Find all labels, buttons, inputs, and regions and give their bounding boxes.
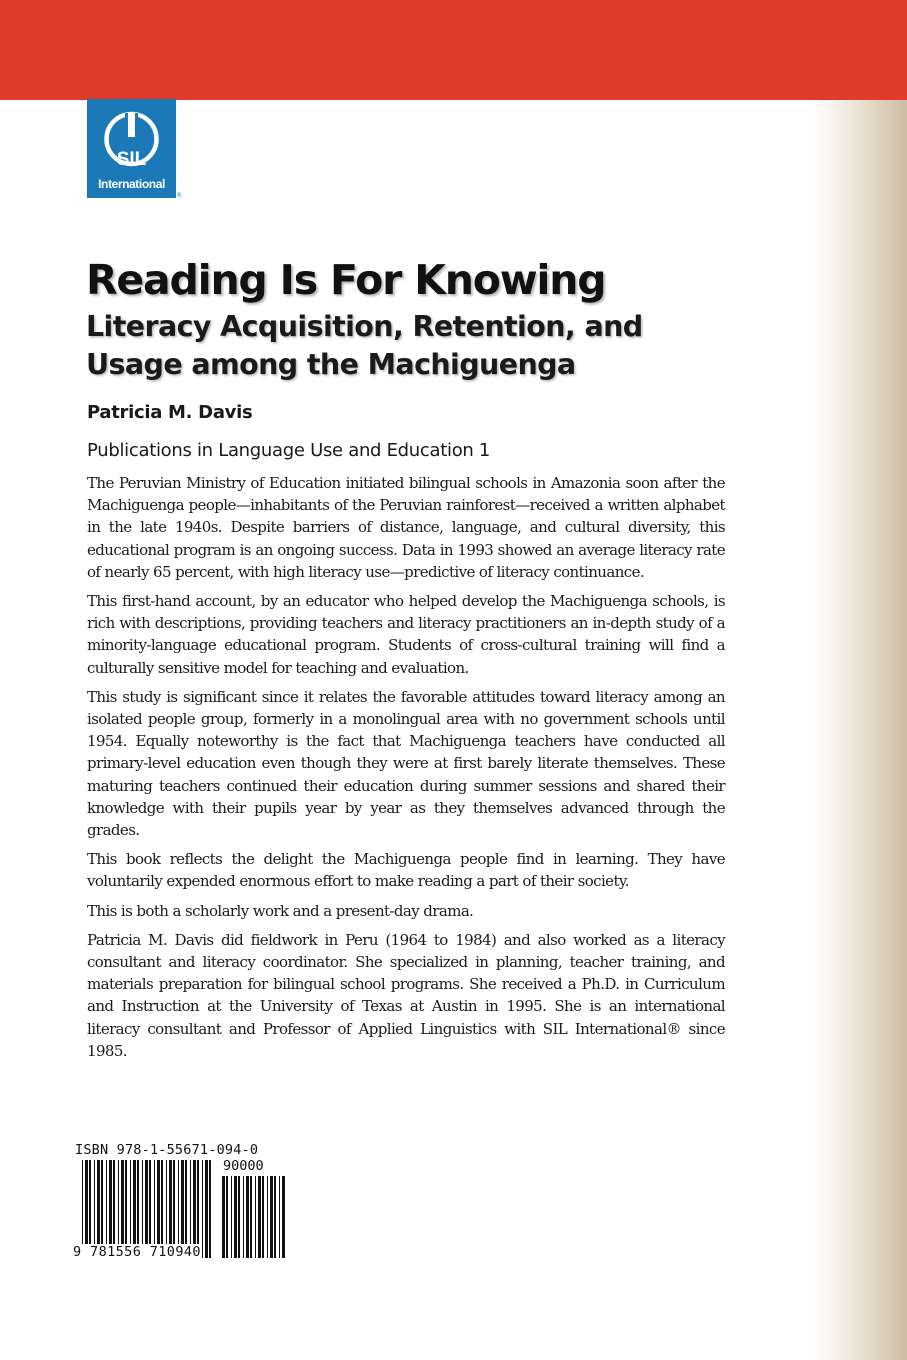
barcode-bar [274, 1176, 276, 1258]
barcode-bar [250, 1176, 252, 1258]
sil-logo [87, 99, 176, 198]
barcode-bar [234, 1176, 237, 1258]
blurb-paragraph: This book reflects the delight the Machiguenga people find in learning. They have voluntarily expended enormous effort to make reading a part of their society. [87, 850, 725, 891]
barcode-bar [262, 1176, 264, 1258]
sil-logo-letters: SIL [116, 149, 147, 170]
blurb-paragraph: This is both a scholarly work and a present-day drama. [87, 901, 474, 920]
barcode-bar [282, 1176, 285, 1258]
blurb-paragraph: This study is significant since it relates the favorable attitudes toward literacy among an isolated people group, formerly in a monolingual area with no government schools until 1954. Equally noteworthy is the fact that Machiguenga teachers have conducted all primary-level education even though they were at first barely literate themselves. These maturing teachers continued their education during summer sessions and shared their knowledge with their pupils year by year as they themselves advanced through the grades. [87, 687, 725, 840]
price-code: 90000 [223, 1158, 264, 1174]
barcode-bar [246, 1176, 249, 1258]
barcode-bar [209, 1160, 211, 1258]
barcode-bar [270, 1176, 273, 1258]
book-title: Reading Is For Knowing [86, 256, 606, 304]
barcode-bar [226, 1176, 228, 1258]
barcode-number: 9 781556 710940 [73, 1244, 201, 1260]
barcode-bar [231, 1176, 232, 1258]
top-color-band [0, 0, 907, 100]
author-name: Patricia M. Davis [87, 402, 253, 423]
series-name: Publications in Language Use and Education 1 [87, 440, 491, 461]
barcode-bar [238, 1176, 240, 1258]
barcode-bar [258, 1176, 261, 1258]
barcode-bar [243, 1176, 244, 1258]
barcode-bar [267, 1176, 268, 1258]
registered-mark: ® [177, 193, 182, 199]
blurb-paragraph: This first-hand account, by an educator who helped develop the Machiguenga schools, is rich with descriptions, providing teachers and literacy practitioners an in-depth study of a minority-language educational program. Students of cross-cultural training will find a culturally sensitive model for teaching and evaluation. [87, 592, 725, 677]
barcode-bar [222, 1176, 225, 1258]
barcode-bar [279, 1176, 280, 1258]
spine-shadow [812, 100, 907, 1360]
barcode-bar [255, 1176, 256, 1258]
isbn-barcode [72, 1142, 287, 1264]
isbn-label: ISBN 978-1-55671-094-0 [75, 1142, 259, 1158]
barcode-bar [202, 1160, 203, 1258]
blurb-paragraph: The Peruvian Ministry of Education initiated bilingual schools in Amazonia soon after the Machiguenga people—inhabitants of the Peruvian rainforest—received a written alphabet in the late 1940s. Despite barriers of distance, language, and cultural diversity, this educational program is an ongoing success. Data in 1993 showed an average literacy rate of nearly 65 percent, with high literacy use—predictive of literacy continuance. [87, 474, 725, 581]
blurb [87, 472, 725, 1069]
author-bio: Patricia M. Davis did fieldwork in Peru (1964 to 1984) and also worked as a literacy consultant and literacy coordinator. She specialized in planning, teacher training, and materials preparation for bilingual school programs. She received a Ph.D. in Curriculum and Instruction at the University of Texas at Austin in 1995. She is an international literacy consultant and Professor of Applied Linguistics with SIL International® since 1985. [87, 930, 725, 1060]
barcode-bar [205, 1160, 208, 1258]
book-subtitle: Literacy Acquisition, Retention, and Usage among the Machiguenga [86, 310, 643, 381]
sil-logo-text: International [98, 177, 165, 191]
